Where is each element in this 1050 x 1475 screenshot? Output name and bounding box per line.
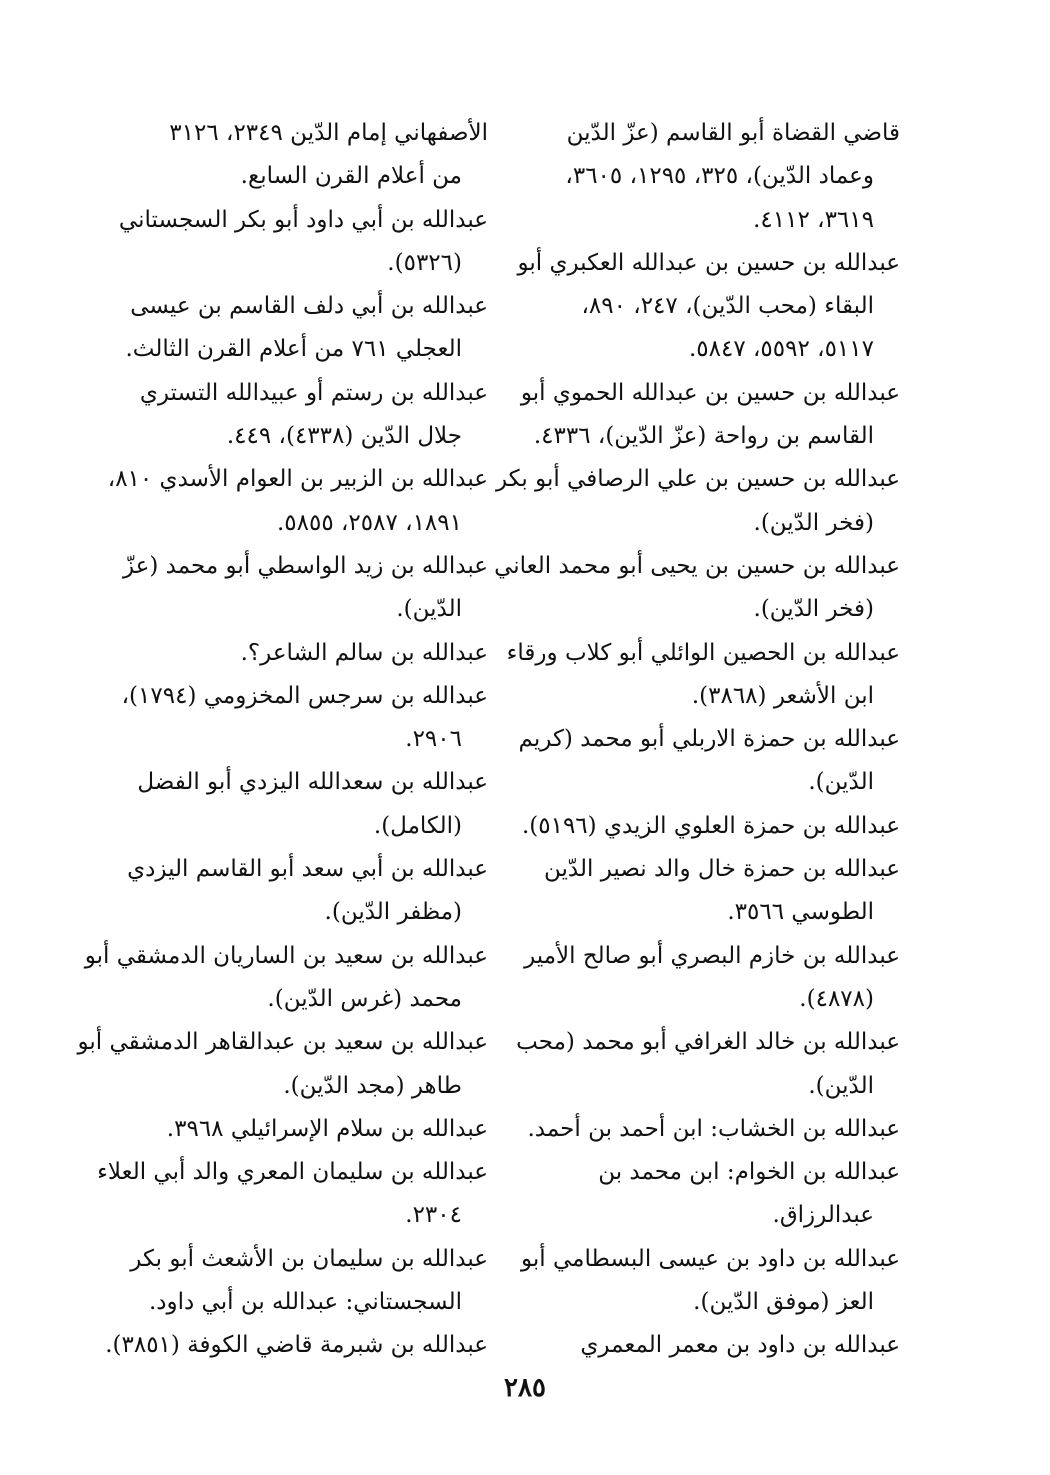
entry-headword-line: عبدالله بن زيد الواسطي أبو محمد (عزّ	[122, 552, 488, 579]
entry-headword-line: عبدالله بن سرجس المخزومي (١٧٩٤)،	[121, 682, 488, 709]
index-entry	[520, 1108, 900, 1151]
index-entry	[108, 632, 488, 675]
entry-continuation-line: الدّين).	[808, 1072, 874, 1099]
entry-continuation-line: الطوسي ٣٥٦٦.	[727, 899, 874, 926]
entry-headword-line: عبدالله بن داود بن عيسى البسطامي أبو	[521, 1245, 900, 1272]
entry-headword-line: عبدالله بن حسين بن يحيى أبو محمد العاني	[494, 552, 900, 579]
entry-continuation-line: ابن الأشعر (٣٨٦٨).	[691, 682, 874, 709]
index-entry	[108, 545, 488, 632]
page-number: ٢٨٥	[504, 1373, 546, 1403]
entry-continuation-line: ٢٩٠٦.	[405, 726, 462, 753]
entry-headword-line: عبدالله بن الخوام: ابن محمد بن	[598, 1159, 900, 1186]
entry-headword-line: عبدالله بن حمزة خال والد نصير الدّين	[544, 856, 900, 883]
index-entry	[108, 1108, 488, 1151]
entry-continuation-line: من أعلام القرن السابع.	[240, 163, 462, 190]
entry-continuation-line: (٥٣٢٦).	[387, 249, 462, 276]
left-column	[77, 112, 488, 1368]
index-entry	[520, 1324, 900, 1367]
index-entry	[84, 935, 488, 1022]
index-entry	[520, 372, 900, 459]
index-entry	[520, 718, 900, 805]
index-entry	[108, 675, 488, 762]
index-entry	[520, 935, 900, 1022]
entry-continuation-line: العجلي ٧٦١ من أعلام القرن الثالث.	[125, 336, 462, 363]
index-entry	[108, 848, 488, 935]
entry-headword-line: عبدالله بن رستم أو عبيدالله التستري	[139, 379, 488, 406]
entry-headword-line: عبدالله بن سليمان المعري والد أبي العلاء	[97, 1159, 488, 1186]
entry-headword-line: عبدالله بن أبي دلف القاسم بن عيسى	[130, 293, 488, 320]
entry-continuation-line: العز (موفق الدّين).	[693, 1289, 874, 1316]
entry-continuation-line: (الكامل).	[373, 812, 462, 839]
entry-continuation-line: السجستاني: عبدالله بن أبي داود.	[148, 1289, 462, 1316]
entry-headword-line: عبدالله بن شبرمة قاضي الكوفة (٣٨٥١).	[105, 1332, 488, 1359]
index-entry	[520, 848, 900, 935]
index-entry	[108, 1238, 488, 1325]
entry-continuation-line: (٤٨٧٨).	[799, 985, 874, 1012]
index-entry	[105, 1324, 488, 1367]
entry-headword-line: عبدالله بن داود بن معمر المعمري	[580, 1332, 900, 1359]
entry-continuation-line: البقاء (محب الدّين)، ٢٤٧، ٨٩٠،	[581, 293, 874, 320]
index-entry	[108, 761, 488, 848]
index-entry	[108, 285, 488, 372]
entry-headword-line: عبدالله بن الخشاب: ابن أحمد بن أحمد.	[527, 1115, 900, 1142]
entry-continuation-line: ٥١١٧، ٥٥٩٢، ٥٨٤٧.	[688, 336, 874, 363]
entry-continuation-line: وعماد الدّين)، ٣٢٥، ١٢٩٥، ٣٦٠٥،	[565, 163, 874, 190]
entry-headword-line: عبدالله بن سالم الشاعر؟.	[240, 639, 488, 666]
index-entry	[77, 1021, 488, 1108]
index-entry	[108, 458, 488, 545]
index-entry	[506, 632, 900, 719]
entry-headword-line: عبدالله بن حمزة الاربلي أبو محمد (كريم	[518, 726, 900, 753]
entry-headword-line: عبدالله بن الحصين الوائلي أبو كلاب ورقاء	[506, 639, 900, 666]
entry-headword-line: عبدالله بن سلام الإسرائيلي ٣٩٦٨.	[166, 1115, 488, 1142]
entry-continuation-line: (فخر الدّين).	[753, 509, 874, 536]
index-entry	[108, 112, 488, 199]
entry-headword-line: عبدالله بن حسين بن عبدالله العكبري أبو	[517, 249, 900, 276]
entry-headword-line: الأصفهاني إمام الدّين ٢٣٤٩، ٣١٢٦	[169, 120, 488, 146]
index-entry	[520, 112, 900, 242]
entry-headword-line: عبدالله بن سعيد بن الساريان الدمشقي أبو	[84, 942, 488, 969]
entry-headword-line: عبدالله بن سعيد بن عبدالقاهر الدمشقي أبو	[77, 1029, 488, 1056]
index-entry	[520, 1238, 900, 1325]
entry-continuation-line: طاهر (مجد الدّين).	[283, 1072, 462, 1099]
index-entry	[520, 805, 900, 848]
entry-headword-line: عبدالله بن أبي سعد أبو القاسم اليزدي	[127, 856, 488, 883]
index-entry	[517, 242, 900, 372]
entry-continuation-line: جلال الدّين (٤٣٣٨)، ٤٤٩.	[226, 423, 462, 450]
index-entry	[494, 545, 900, 632]
entry-continuation-line: ٣٦١٩، ٤١١٢.	[753, 206, 874, 233]
entry-continuation-line: الدّين).	[808, 769, 874, 796]
entry-continuation-line: ٢٣٠٤.	[405, 1202, 462, 1229]
index-entry	[495, 458, 900, 545]
entry-headword-line: عبدالله بن سعدالله اليزدي أبو الفضل	[137, 769, 488, 796]
entry-headword-line: عبدالله بن حسين بن عبدالله الحموي أبو	[520, 379, 900, 406]
entry-continuation-line: (مظفر الدّين).	[324, 899, 462, 926]
entry-continuation-line: عبدالرزاق.	[772, 1202, 874, 1229]
entry-headword-line: عبدالله بن الزبير بن العوام الأسدي ٨١٠،	[107, 466, 488, 493]
entry-continuation-line: الدّين).	[396, 596, 462, 623]
entry-continuation-line: القاسم بن رواحة (عزّ الدّين)، ٤٣٣٦.	[533, 423, 874, 450]
entry-headword-line: عبدالله بن سليمان بن الأشعث أبو بكر	[130, 1245, 488, 1272]
index-entry	[516, 1021, 900, 1108]
right-column	[494, 112, 900, 1368]
index-entry	[97, 1151, 488, 1238]
entry-continuation-line: (فخر الدّين).	[753, 596, 874, 623]
index-entry	[520, 1151, 900, 1238]
entry-headword-line: عبدالله بن حسين بن علي الرصافي أبو بكر	[495, 466, 900, 493]
entry-headword-line: عبدالله بن أبي داود أبو بكر السجستاني	[118, 206, 488, 233]
entry-continuation-line: ١٨٩١، ٢٥٨٧، ٥٨٥٥.	[276, 509, 462, 536]
entry-headword-line: عبدالله بن خالد الغرافي أبو محمد (محب	[516, 1029, 900, 1056]
index-entry	[108, 199, 488, 286]
entry-continuation-line: محمد (غرس الدّين).	[267, 985, 462, 1012]
entry-headword-line: عبدالله بن خازم البصري أبو صالح الأمير	[524, 942, 900, 969]
index-entry	[108, 372, 488, 459]
entry-headword-line: قاضي القضاة أبو القاسم (عزّ الدّين	[566, 120, 900, 146]
entry-headword-line: عبدالله بن حمزة العلوي الزيدي (٥١٩٦).	[521, 812, 900, 839]
